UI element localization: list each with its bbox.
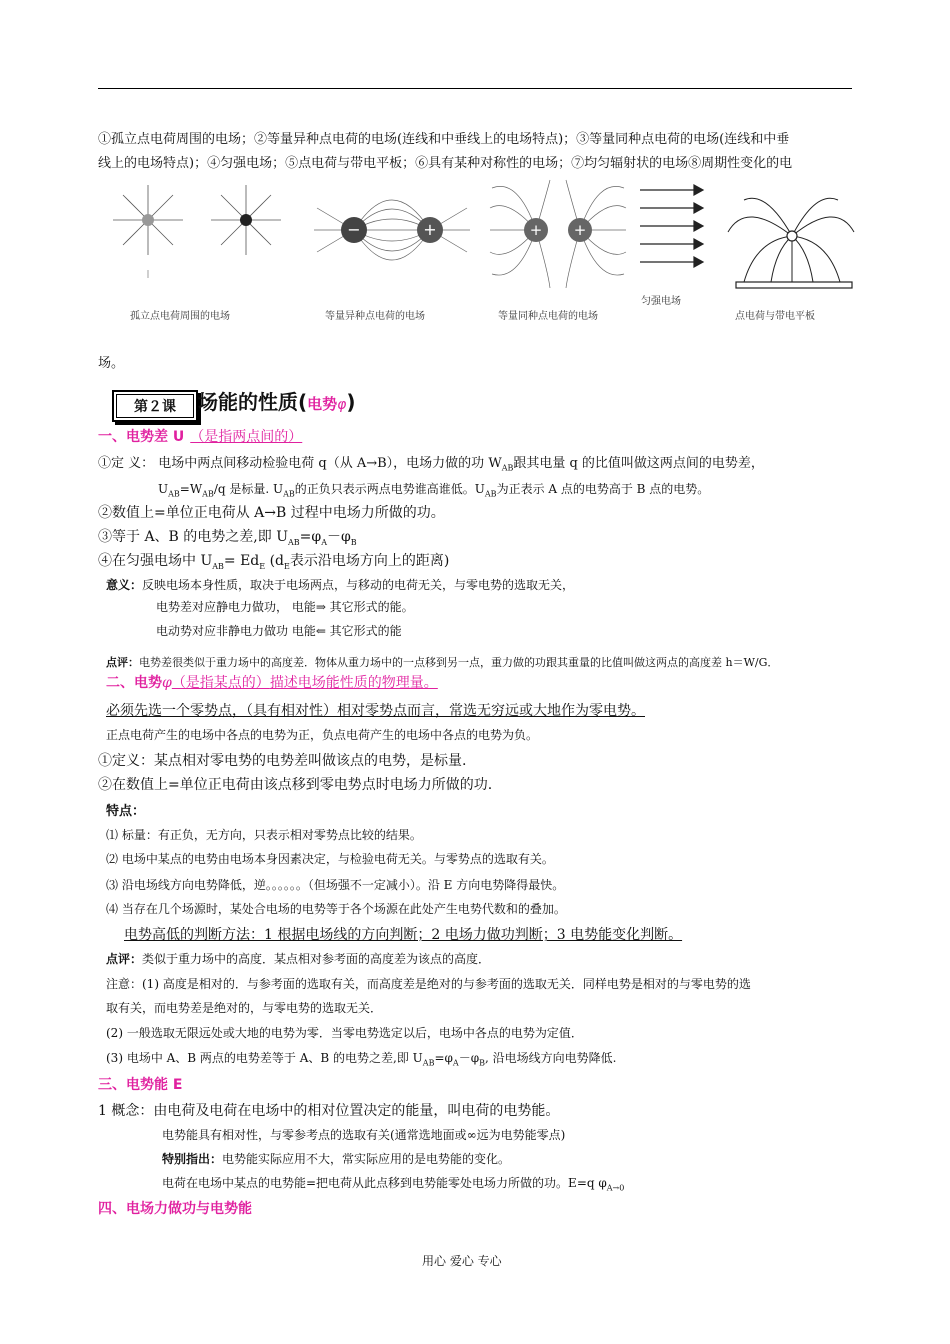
plus-sign-1: +	[423, 220, 437, 239]
sec2-def2: ②在数值上=单位正电荷由该点移到零电势点时电场力所做的功.	[98, 777, 493, 793]
caption-isolated: 孤立点电荷周围的电场	[130, 311, 230, 322]
sec2-feature-4: ⑷ 当存在几个场源时，某处合电场的电势等于各个场源在此处产生电势代数和的叠加。	[106, 902, 566, 916]
caption-plate: 点电荷与带电平板	[735, 311, 815, 322]
plus-sign-2: +	[529, 221, 543, 239]
intro-line-1: ①孤立点电荷周围的电场；②等量异种点电荷的电场(连线和中垂线上的电场特点)；③等量同种点电荷的电场(连线和中垂	[98, 132, 790, 147]
sec2-def1: ①定义：某点相对零电势的电势差叫做该点的电势，是标量.	[98, 753, 467, 769]
sec2-feature-3: ⑶ 沿电场线方向电势降低，逆。。。。。。（但场强不一定减小）。沿 E 方向电势降得最快。	[106, 878, 565, 892]
unlike-charges-figure	[312, 178, 472, 290]
minus-sign: −	[347, 220, 361, 239]
section2-heading: 二、电势φ（是指某点的）描述电场能性质的物理量。	[106, 675, 438, 691]
lesson-title: 场能的性质(电势φ)	[198, 390, 356, 414]
caption-unlike: 等量异种点电荷的电场	[325, 311, 425, 322]
sec2-note-4: (3) 电场中 A、B 两点的电势差等于 A、B 的电势之差,即 $U_{AB}=\varphi_A-\varphi_B$, 沿电场线方向电势降低.	[106, 1051, 617, 1068]
sec1-item3: ③等于 A、B 的电势之差,即 $U_{AB}=\varphi_A-\varphi_B$	[98, 529, 357, 547]
sec2-feature-2: ⑵ 电场中某点的电势由电场本身因素决定，与检验电荷无关。与零势点的选取有关。	[106, 852, 554, 866]
section1-heading: 一、电势差 U （是指两点间的）	[98, 429, 303, 445]
section4-heading: 四、电场力做功与电势能	[98, 1201, 252, 1217]
sec1-meaning-3: 电动势对应非静电力做功 电能⇐ 其它形式的能	[156, 624, 402, 638]
sec1-item4: ④在匀强电场中 $U_{AB}= Ed_E$ ($d_E$表示沿电场方向上的距离)	[98, 553, 450, 571]
sec2-note-1: 注意：(1) 高度是相对的．与参考面的选取有关，而高度差是绝对的与参考面的选取无关．同样电势是相对的与零电势的选	[106, 977, 751, 991]
sec2-features-label: 特点：	[106, 804, 146, 819]
section3-heading: 三、电势能 E	[98, 1077, 183, 1093]
sec1-meaning-2: 电势差对应静电力做功， 电能⇒ 其它形式的能。	[156, 600, 414, 614]
header-rule	[98, 88, 852, 89]
sec1-formula: $U_{AB}=W_{AB}/q$ 是标量. $U_{AB}$的正负只表示两点电势谁高谁低。$U_{AB}$为正表示 A 点的电势高于 B 点的电势。	[158, 482, 710, 499]
sec2-judge-methods: 电势高低的判断方法：1 根据电场线的方向判断；2 电场力做功判断；3 电势能变化判断。	[124, 927, 683, 943]
caption-uniform: 匀强电场	[641, 296, 681, 307]
sec1-item2: ②数值上=单位正电荷从 A→B 过程中电场力所做的功。	[98, 505, 445, 521]
charge-plate-figure	[726, 190, 856, 294]
sec3-formula: 电荷在电场中某点的电势能=把电荷从此点移到电势能零处电场力所做的功。E=q $\varphi_{A\to 0}$	[162, 1176, 625, 1193]
intro-line-3: 场。	[98, 356, 125, 371]
sec1-definition: ①定 义： 电场中两点间移动检验电荷 q（从 A→B），电场力做的功 $W_{AB}$跟其电量 q 的比值叫做这两点间的电势差，	[98, 456, 764, 473]
like-charges-figure	[488, 178, 628, 290]
uniform-field-figure	[638, 180, 704, 270]
sec1-comment: 点评：电势差很类似于重力场中的高度差．物体从重力场中的一点移到另一点，重力做的功跟其重量的比值叫做这两点的高度差 h＝W/G．	[106, 656, 779, 669]
page-footer: 用心 爱心 专心	[422, 1254, 502, 1268]
lesson-badge: 第２课	[112, 390, 198, 422]
sec3-special-note: 特别指出：电势能实际应用不大，常实际应用的是电势能的变化。	[162, 1152, 511, 1166]
sec2-note-3: (2) 一般选取无限远处或大地的电势为零．当零电势选定以后，电场中各点的电势为定值．	[106, 1026, 583, 1040]
sec2-zero-point: 必须先选一个零势点，（具有相对性）相对零势点而言，常选无穷远或大地作为零电势。	[106, 703, 645, 719]
plus-sign-3: +	[573, 221, 587, 239]
sec2-feature-1: ⑴ 标量：有正负，无方向，只表示相对零势点比较的结果。	[106, 828, 422, 842]
sec2-comment: 点评：类似于重力场中的高度．某点相对参考面的高度差为该点的高度．	[106, 952, 491, 966]
sec3-relativity: 电势能具有相对性，与零参考点的选取有关(通常选地面或∞远为电势能零点)	[162, 1128, 566, 1142]
sec1-meaning: 意义：反映电场本身性质，取决于电场两点，与移动的电荷无关，与零电势的选取无关，	[106, 578, 575, 592]
intro-line-2: 线上的电场特点)；④匀强电场；⑤点电荷与带电平板；⑥具有某种对称性的电场；⑦均匀辐射状的电场⑧周期性变化的电	[98, 156, 793, 171]
caption-like: 等量同种点电荷的电场	[498, 311, 598, 322]
isolated-charge-figure	[98, 180, 288, 290]
sec2-sign-rule: 正点电荷产生的电场中各点的电势为正，负点电荷产生的电场中各点的电势为负。	[106, 728, 539, 742]
sec2-note-2: 取有关，而电势差是绝对的，与零电势的选取无关．	[106, 1001, 383, 1015]
sec3-concept: 1 概念：由电荷及电荷在电场中的相对位置决定的能量，叫电荷的电势能。	[98, 1103, 560, 1119]
